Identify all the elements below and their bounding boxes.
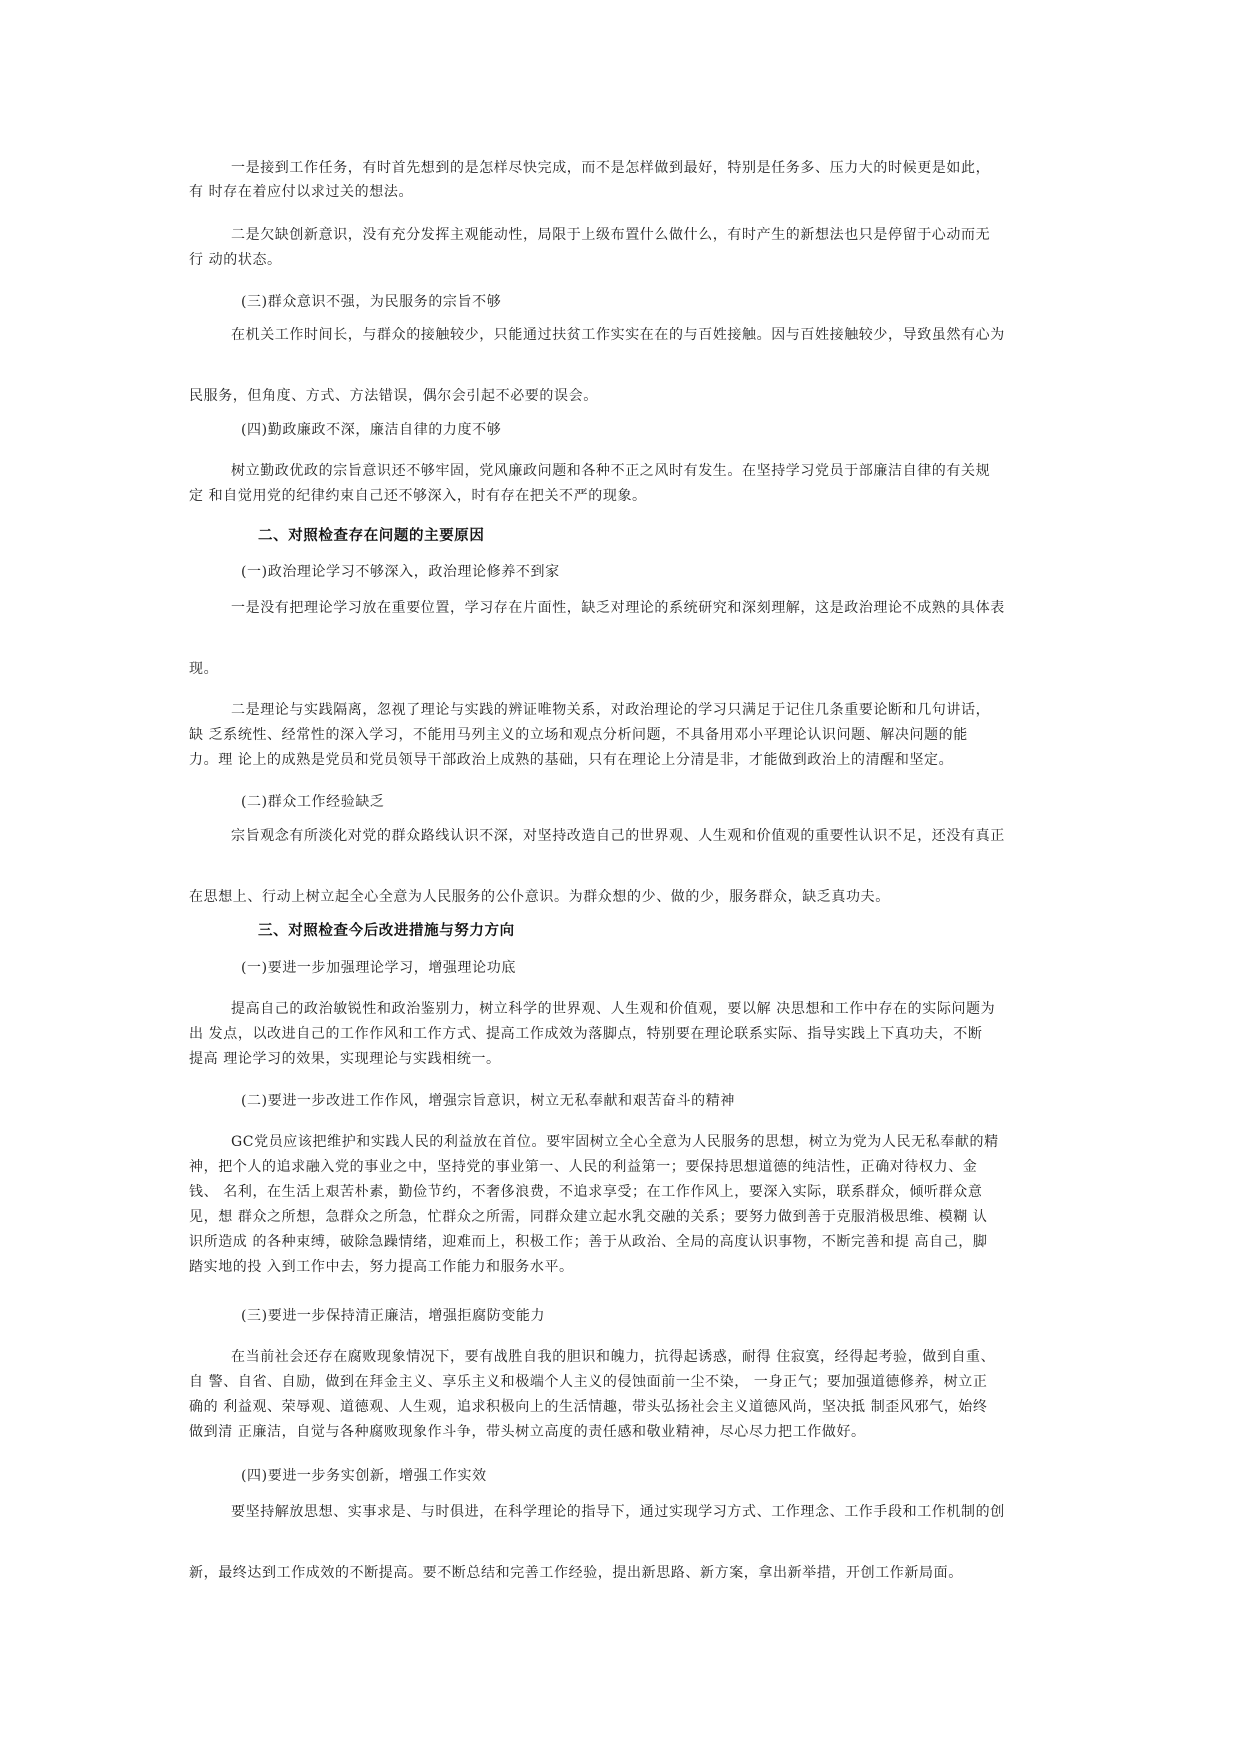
paragraph-line: 钱、 名利，在生活上艰苦朴素，勤俭节约，不奢侈浪费，不追求享受；在工作作风上，要深入实际，联系群众，倾听群众意 (189, 1184, 983, 1200)
paragraph-line: 在思想上、行动上树立起全心全意为人民服务的公仆意识。为群众想的少、做的少，服务群众，缺乏真功夫。 (189, 889, 890, 905)
paragraph-line: 见，想 群众之所想，急群众之所急，忙群众之所需，同群众建立起水乳交融的关系；要努力做到善于克服消极思维、模糊 认 (189, 1209, 988, 1225)
paragraph-line: 要坚持解放思想、实事求是、与时俱进，在科学理论的指导下，通过实现学习方式、工作理念、工作手段和工作机制的创 (231, 1504, 1005, 1520)
section-heading: 二、对照检查存在问题的主要原因 (258, 528, 485, 544)
paragraph-line: 现。 (189, 661, 219, 677)
paragraph-line: 在机关工作时间长，与群众的接触较少，只能通过扶贫工作实实在在的与百姓接触。因与百姓接触较少，导致虽然有心为 (231, 327, 1005, 343)
paragraph-line: 一是接到工作任务，有时首先想到的是怎样尽快完成，而不是怎样做到最好，特别是任务多、压力大的时候更是如此， (231, 160, 991, 176)
paragraph-line: 识所造成 的各种束缚，破除急躁情绪，迎难而上，积极工作；善于从政治、全局的高度认识事物，不断完善和提 高自己，脚 (189, 1234, 988, 1250)
paragraph-line: 提高 理论学习的效果，实现理论与实践相统一。 (189, 1051, 501, 1067)
paragraph-line: 踏实地的投 入到工作中去，努力提高工作能力和服务水平。 (189, 1259, 574, 1275)
subsection-heading: (三)群众意识不强，为民服务的宗旨不够 (241, 294, 502, 310)
paragraph-line: 新，最终达到工作成效的不断提高。要不断总结和完善工作经验，提出新思路、新方案，拿出新举措，开创工作新局面。 (189, 1565, 963, 1581)
paragraph-line: 缺 乏系统性、经常性的深入学习，不能用马列主义的立场和观点分析问题，不具备用邓小平理论认识问题、解决问题的能 (189, 727, 968, 743)
paragraph-line: 民服务，但角度、方式、方法错误，偶尔会引起不必要的误会。 (189, 388, 598, 404)
subsection-heading: (二)要进一步改进工作作风，增强宗旨意识，树立无私奉献和艰苦奋斗的精神 (241, 1093, 735, 1109)
paragraph-line: 行 动的状态。 (189, 252, 282, 268)
subsection-heading: (二)群众工作经验缺乏 (241, 794, 385, 810)
paragraph-line: 二是欠缺创新意识，没有充分发挥主观能动性，局限于上级布置什么做什么，有时产生的新想法也只是停留于心动而无 (231, 227, 991, 243)
paragraph-line: 自 警、自省、自励，做到在拜金主义、享乐主义和极端个人主义的侵蚀面前一尘不染， 一身正气；要加强道德修养，树立正 (189, 1374, 988, 1390)
subsection-heading: (一)政治理论学习不够深入，政治理论修养不到家 (241, 564, 560, 580)
paragraph-line: 做到清 正廉洁，自觉与各种腐败现象作斗争，带头树立高度的责任感和敬业精神，尽心尽力把工作做好。 (189, 1424, 866, 1440)
paragraph-line: 神，把个人的追求融入党的事业之中，坚持党的事业第一、人民的利益第一；要保持思想道德的纯洁性，正确对待权力、金 (189, 1159, 978, 1175)
paragraph-line: 二是理论与实践隔离，忽视了理论与实践的辨证唯物关系，对政治理论的学习只满足于记住几条重要论断和几句讲话， (231, 702, 991, 718)
paragraph-line: 定 和自觉用党的纪律约束自己还不够深入，时有存在把关不严的现象。 (189, 488, 647, 504)
paragraph-line: 树立勤政优政的宗旨意识还不够牢固，党风廉政问题和各种不正之风时有发生。在坚持学习党员于部廉洁自律的有关规 (231, 463, 991, 479)
paragraph-line: 确的 利益观、荣辱观、道德观、人生观，追求积极向上的生活情趣，带头弘扬社会主义道德风尚，坚决抵 制歪风邪气，始终 (189, 1399, 988, 1415)
paragraph-line: 出 发点，以改进自己的工作作风和工作方式、提高工作成效为落脚点，特别要在理论联系实际、指导实践上下真功夫，不断 (189, 1026, 983, 1042)
subsection-heading: (三)要进一步保持清正廉洁，增强拒腐防变能力 (241, 1308, 546, 1324)
paragraph-line: 力。理 论上的成熟是党员和党员领导干部政治上成熟的基础，只有在理论上分清是非，才能做到政治上的清醒和坚定。 (189, 752, 954, 768)
paragraph-line: GC党员应该把维护和实践人民的利益放在首位。要牢固树立全心全意为人民服务的思想，树立为党为人民无私奉献的精 (231, 1134, 999, 1150)
paragraph-line: 宗旨观念有所淡化对党的群众路线认识不深，对坚持改造自己的世界观、人生观和价值观的重要性认识不足，还没有真正 (231, 828, 1005, 844)
paragraph-line: 在当前社会还存在腐败现象情况下，要有战胜自我的胆识和魄力，抗得起诱惑，耐得 住寂寞，经得起考验，做到自重、 (231, 1349, 996, 1365)
subsection-heading: (四)勤政廉政不深，廉洁自律的力度不够 (241, 422, 502, 438)
subsection-heading: (一)要进一步加强理论学习，增强理论功底 (241, 960, 516, 976)
paragraph-line: 有 时存在着应付以求过关的想法。 (189, 184, 414, 200)
section-heading: 三、对照检查今后改进措施与努力方向 (258, 923, 515, 939)
paragraph-line: 一是没有把理论学习放在重要位置，学习存在片面性，缺乏对理论的系统研究和深刻理解，这是政治理论不成熟的具体表 (231, 600, 1005, 616)
subsection-heading: (四)要进一步务实创新，增强工作实效 (241, 1468, 487, 1484)
paragraph-line: 提高自己的政治敏锐性和政治鉴别力，树立科学的世界观、人生观和价值观，要以解 决思想和工作中存在的实际问题为 (231, 1001, 996, 1017)
